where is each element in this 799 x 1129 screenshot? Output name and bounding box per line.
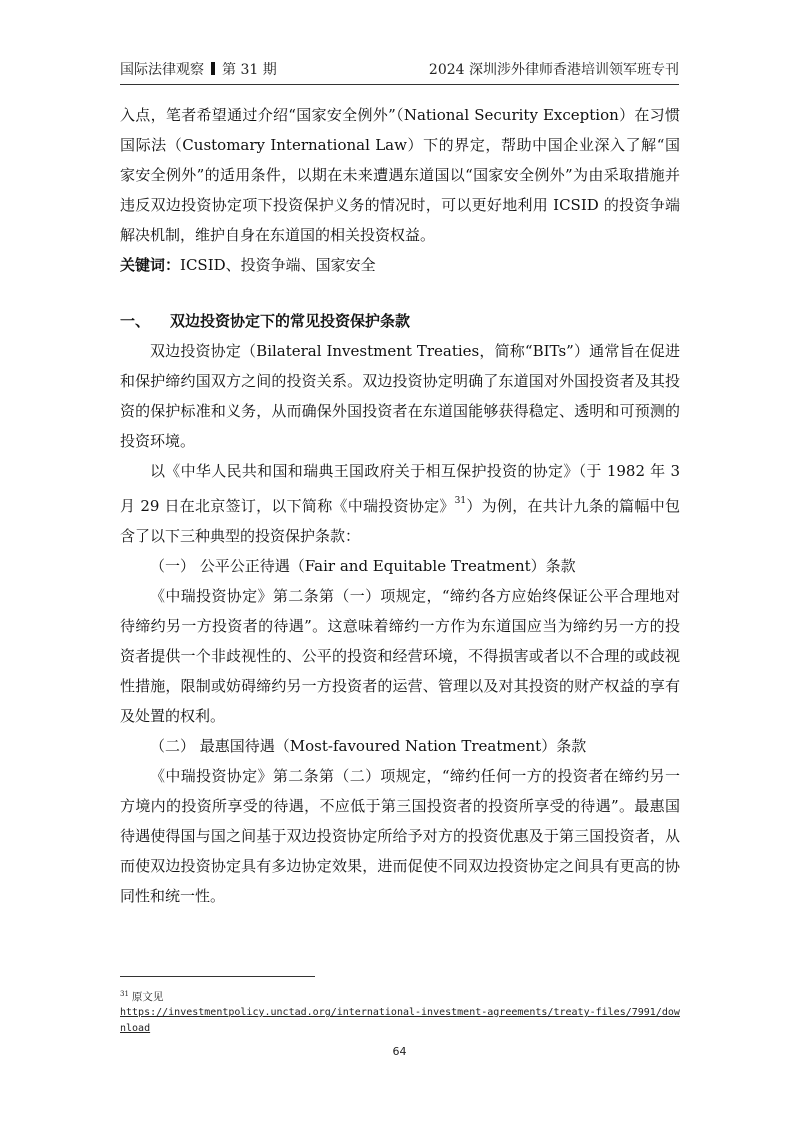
- page-number: 64: [392, 1045, 407, 1058]
- page-content: [120, 100, 680, 911]
- paragraph-sino-swedish-treaty: [120, 456, 680, 551]
- footnote-url-link[interactable]: https://investmentpolicy.unctad.org/international-investment-agreements/treaty-files/7991/download: [120, 1007, 680, 1034]
- section-number: 一、: [120, 312, 151, 330]
- abstract-continuation: 入点，笔者希望通过介绍“国家安全例外”（National Security Exception）在习惯国际法（Customary International Law）下的界定，帮助中国企业深入了解“国家安全例外”的适用条件，以期在未来遭遇东道国以“国家安全例外”为由采取措施并违反双边投资协定项下投资保护义务的情况时，可以更好地利用 ICSID 的投资争端解决机制，维护自身在东道国的相关投资权益。: [120, 106, 680, 244]
- subsection-heading-fet: （一） 公平公正待遇（Fair and Equitable Treatment）条款: [150, 557, 576, 575]
- journal-name: 国际法律观察: [120, 62, 204, 78]
- issue-number: 第 31 期: [222, 62, 277, 78]
- section-title: 双边投资协定下的常见投资保护条款: [170, 312, 411, 330]
- footnote-number: 31: [120, 990, 129, 998]
- header-left: [120, 60, 277, 80]
- section-heading: [120, 306, 680, 336]
- keywords-label: 关键词：: [120, 256, 181, 274]
- keywords-text: ICSID、投资争端、国家安全: [180, 256, 376, 274]
- header-rule: [120, 84, 679, 85]
- footnote: [120, 986, 680, 1037]
- paragraph-mfn: 《中瑞投资协定》第二条第（二）项规定，“缔约任何一方的投资者在缔约另一方境内的投资所享受的待遇，不应低于第三国投资者的投资所享受的待遇”。最惠国待遇使得国与国之间基于双边投资协定所给予对方的投资优惠及于第三国投资者，从而使双边投资协定具有多边协定效果，进而促使不同双边投资协定之间具有更高的协同性和统一性。: [120, 767, 680, 905]
- paragraph-bits-intro: 双边投资协定（Bilateral Investment Treaties，简称“BITs”）通常旨在促进和保护缔约国双方之间的投资关系。双边投资协定明确了东道国对外国投资者及其投资的保护标准和义务，从而确保外国投资者在东道国能够获得稳定、透明和可预测的投资环境。: [120, 342, 680, 450]
- paragraph-fet: 《中瑞投资协定》第二条第（一）项规定，“缔约各方应始终保证公平合理地对待缔约另一方投资者的待遇”。这意味着缔约一方作为东道国应当为缔约另一方的投资者提供一个非歧视性的、公平的投资和经营环境，不得损害或者以不合理的或歧视性措施，限制或妨碍缔约另一方投资者的运营、管理以及对其投资的财产权益的享有及处置的权利。: [120, 587, 680, 725]
- paragraph-text-after-footnote: ）为例，在共计九条的篇幅中包含了以下三种典型的投资保护条款：: [120, 497, 680, 545]
- paragraph-text-before-footnote: 以《中华人民共和国和瑞典王国政府关于相互保护投资的协定》（于 1982 年 3 月 29 日在北京签订，以下简称《中瑞投资协定》: [120, 462, 680, 515]
- running-header: [120, 60, 679, 80]
- footnote-label-line: [120, 986, 680, 1005]
- header-separator-bar: [211, 62, 215, 75]
- footnote-rule: [120, 976, 315, 977]
- subsection-heading-mfn: （二） 最惠国待遇（Most-favoured Nation Treatment）条款: [150, 737, 587, 755]
- special-issue-title: 2024 深圳涉外律师香港培训领军班专刊: [428, 62, 679, 78]
- footnote-label: 原文见: [131, 991, 164, 1003]
- footnote-reference[interactable]: 31: [454, 496, 467, 506]
- keywords-line: [120, 250, 680, 280]
